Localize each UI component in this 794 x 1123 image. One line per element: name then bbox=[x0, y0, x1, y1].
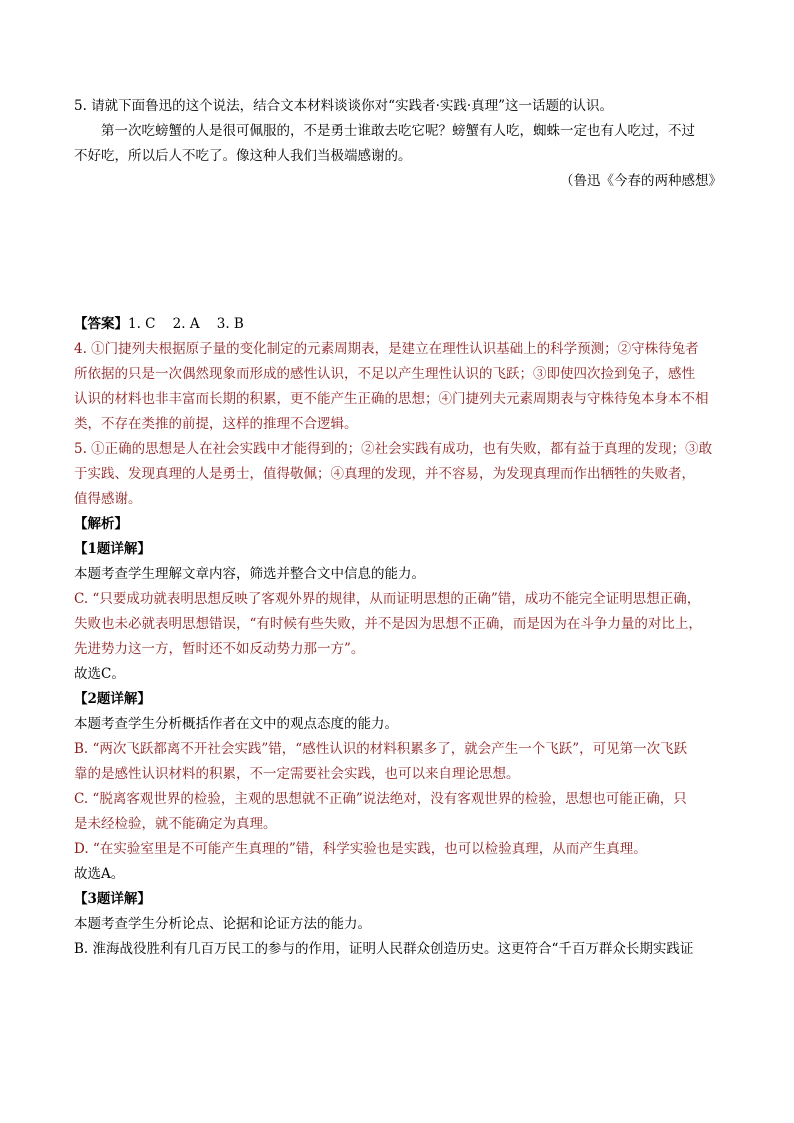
quote-source: （鲁迅《今春的两种感想》 bbox=[560, 173, 722, 189]
q1-explanation bbox=[74, 587, 722, 662]
answer-q5-line: 值得感谢。 bbox=[74, 491, 142, 507]
q3-intro: 本题考查学生分析论点、论据和论证方法的能力。 bbox=[74, 916, 371, 932]
q3-line: B. 淮海战役胜利有几百万民工的参与的作用，证明人民群众创造历史。这更符合“千百万群众长期实践证 bbox=[74, 941, 694, 957]
analysis-header: 【解析】 bbox=[74, 516, 128, 532]
q2-line: B. “两次飞跃都离不开社会实践”错，“感性认识的材料积累多了，就会产生一个飞跃”，可见第一次飞跃 bbox=[74, 741, 688, 757]
answer-header-line bbox=[74, 312, 722, 337]
mc-answers: 1. C 2. A 3. B bbox=[128, 316, 244, 332]
quote-line-2: 不好吃，所以后人不吃了。像这种人我们当极端感谢的。 bbox=[74, 148, 412, 164]
q1-choice: 故选C。 bbox=[74, 666, 125, 682]
answer-q5 bbox=[74, 437, 722, 512]
answer-q4-line: 所依据的只是一次偶然现象而形成的感性认识，不足以产生理性认识的飞跃；③即使四次捡到兔子，感性 bbox=[74, 366, 695, 382]
answer-bracket: 【答案】 bbox=[74, 316, 128, 332]
answer-q4 bbox=[74, 337, 722, 437]
q1-detail-header: 【1题详解】 bbox=[74, 541, 151, 557]
q2-choice: 故选A。 bbox=[74, 866, 125, 882]
answer-q4-line: 4. ①门捷列夫根据原子量的变化制定的元素周期表，是建立在理性认识基础上的科学预测；②守株待兔者 bbox=[74, 341, 699, 357]
q2-line: 是未经检验，就不能确定为真理。 bbox=[74, 816, 277, 832]
q1-line: C. “只要成功就表明思想反映了客观外界的规律，从而证明思想的正确”错，成功不能完全证明思想正确， bbox=[74, 591, 701, 607]
q3-detail-header: 【3题详解】 bbox=[74, 891, 151, 907]
question-5-prompt: 5. 请就下面鲁迅的这个说法，结合文本材料谈谈你对“实践者·实践·真理”这一话题的认识。 bbox=[74, 98, 614, 114]
answer-q5-line: 于实践、发现真理的人是勇士，值得敬佩；④真理的发现，并不容易，为发现真理而作出牺牲的失败者， bbox=[74, 466, 695, 482]
question-5-section bbox=[74, 94, 722, 194]
q2-line: D. “在实验室里是不可能产生真理的”错，科学实验也是实践，也可以检验真理，从而产生真理。 bbox=[74, 841, 647, 857]
answer-q5-line: 5. ①正确的思想是人在社会实践中才能得到的；②社会实践有成功，也有失败，都有益于真理的发现；③敢 bbox=[74, 441, 713, 457]
q2-line: C. “脱离客观世界的检验，主观的思想就不正确”说法绝对，没有客观世界的检验，思想也可能正确，只 bbox=[74, 791, 687, 807]
q1-intro: 本题考查学生理解文章内容，筛选并整合文中信息的能力。 bbox=[74, 566, 425, 582]
answer-section bbox=[74, 312, 722, 962]
answer-q4-line: 类，不存在类推的前提，这样的推理不合逻辑。 bbox=[74, 416, 358, 432]
answer-q4-line: 认识的材料也非丰富而长期的积累，更不能产生正确的思想；④门捷列夫元素周期表与守株待兔本身本不相 bbox=[74, 391, 709, 407]
q1-line: 失败也未必就表明思想错误，“有时候有些失败，并不是因为思想不正确，而是因为在斗争力量的对比上， bbox=[74, 616, 702, 632]
q2-line: 靠的是感性认识材料的积累，不一定需要社会实践，也可以来自理论思想。 bbox=[74, 766, 520, 782]
quote-line-1: 第一次吃螃蟹的人是很可佩服的，不是勇士谁敢去吃它呢？螃蟹有人吃，蜘蛛一定也有人吃过，不过 bbox=[101, 123, 695, 139]
q2-detail-header: 【2题详解】 bbox=[74, 691, 151, 707]
q1-line: 先进势力这一方，暂时还不如反动势力那一方”。 bbox=[74, 641, 365, 657]
q2-intro: 本题考查学生分析概括作者在文中的观点态度的能力。 bbox=[74, 716, 398, 732]
q2-explanation bbox=[74, 737, 722, 862]
